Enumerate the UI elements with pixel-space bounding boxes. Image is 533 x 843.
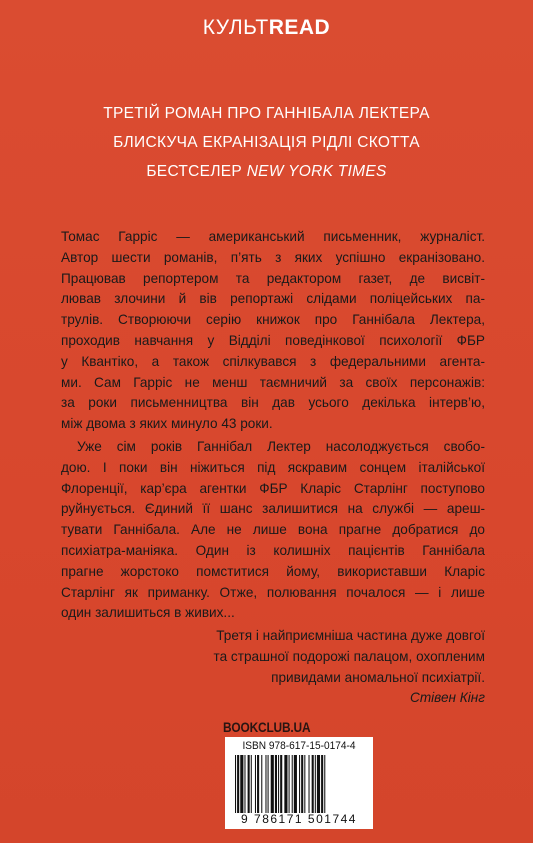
barcode-bar	[321, 755, 323, 813]
quote-line: Третя і найприємніша частина дуже довгої	[216, 628, 485, 643]
bio-line: Автор шести романів, п’ять з яких успішно екранізовано.	[61, 249, 485, 265]
quote-line: привидами аномальної психіатрії.	[271, 669, 485, 685]
barcode-bar	[309, 755, 310, 813]
barcode-bar	[251, 755, 252, 813]
series-logo-bold: READ	[268, 16, 331, 39]
barcode-bar	[237, 755, 239, 813]
plot-line: Уже сім років Ганнібал Лектер насолоджується свобо-	[77, 439, 485, 454]
barcode-bar	[315, 755, 316, 813]
bio-line: у Квантіко, а також спілкувався з федеральними агента-	[61, 353, 485, 369]
barcode-bar	[292, 755, 293, 813]
review-quote	[105, 626, 485, 709]
barcode-bar	[312, 755, 314, 813]
series-logo-light: КУЛЬТ	[202, 16, 269, 39]
tagline-3-text: БЕСТСЕЛЕР	[146, 163, 247, 180]
barcode-bar	[271, 755, 274, 813]
barcode-bar	[317, 755, 320, 813]
plot-line: тувати Ганнібала. Але не лише вона прагне добратися до	[61, 522, 485, 538]
barcode-bar	[278, 755, 279, 813]
bio-line: лював злочини й вів репортажі слідами поліцейських па-	[61, 291, 485, 307]
plot-summary	[61, 437, 485, 624]
barcode-bar	[268, 755, 269, 813]
barcode-bar	[299, 755, 300, 813]
isbn-number: ISBN 978-617-15-0174-4	[242, 740, 356, 752]
barcode-bar	[289, 755, 290, 813]
barcode-bar	[240, 755, 243, 813]
bio-line: ми. Сам Гарріс не менш таємничий за своїх персонажів:	[61, 374, 485, 390]
barcode-bar	[261, 755, 262, 813]
tagline-2: БЛИСКУЧА ЕКРАНІЗАЦІЯ РІДЛІ СКОТТА	[113, 134, 420, 151]
barcode-bar	[284, 755, 287, 813]
plot-line: прагне жорстоко помститися йому, використавши Кларіс	[61, 563, 485, 579]
author-bio	[61, 227, 485, 435]
barcode-bar	[304, 755, 305, 813]
bio-line: Працював репортером та редактором газет, де висвіт-	[61, 270, 485, 286]
barcode	[225, 737, 373, 829]
bio-line: проходив навчання у Відділі поведінкової психології ФБР	[61, 332, 485, 348]
plot-line: дою. І поки він ніжиться під яскравим сонцем італійської	[61, 459, 485, 475]
bio-line: трулів. Створюючи серію книжок про Ганнібала Лектера,	[61, 312, 485, 328]
plot-line: один залишиться в живих...	[61, 605, 235, 621]
bio-line: між двома з яких минуло 43 роки.	[61, 416, 273, 432]
barcode-bar	[324, 755, 325, 813]
plot-line: Флоренції, кар’єра агентки ФБР Кларіс Старлінг поступово	[61, 480, 485, 496]
tagline-3	[0, 157, 533, 186]
barcode-bar	[275, 755, 277, 813]
barcode-bar	[244, 755, 245, 813]
series-logo	[0, 16, 533, 40]
plot-line: руйнується. Єдиний її шанс залишитися на службі — ареш-	[61, 501, 485, 517]
barcode-bar	[255, 755, 256, 813]
barcode-bars	[235, 755, 365, 813]
barcode-digits: 9 786171 501744	[241, 812, 357, 826]
barcode-bar	[301, 755, 303, 813]
tagline-3-italic: NEW YORK TIMES	[246, 163, 387, 180]
barcode-bar	[265, 755, 266, 813]
taglines	[0, 99, 533, 186]
quote-author: Стівен Кінг	[410, 690, 485, 706]
barcode-bar	[235, 755, 236, 813]
bio-line: Томас Гарріс — американський письменник, журналіст.	[61, 229, 485, 244]
barcode-bar	[257, 755, 259, 813]
plot-line: психіатра-маніяка. Один із колишніх пацієнтів Ганнібала	[61, 542, 485, 558]
barcode-bar	[280, 755, 282, 813]
plot-line: Старлінг як приманку. Отже, полювання почалося — і лише	[61, 584, 485, 600]
bio-line: за роки письменництва він дав усього декілька інтерв’ю,	[61, 395, 485, 411]
barcode-bar	[248, 755, 250, 813]
tagline-1: ТРЕТІЙ РОМАН ПРО ГАННІБАЛА ЛЕКТЕРА	[103, 105, 430, 122]
quote-line: та страшної подорожі палацом, охопленим	[213, 648, 485, 664]
publisher-logo: BOOKCLUB.UA	[223, 719, 311, 735]
barcode-bar	[294, 755, 297, 813]
